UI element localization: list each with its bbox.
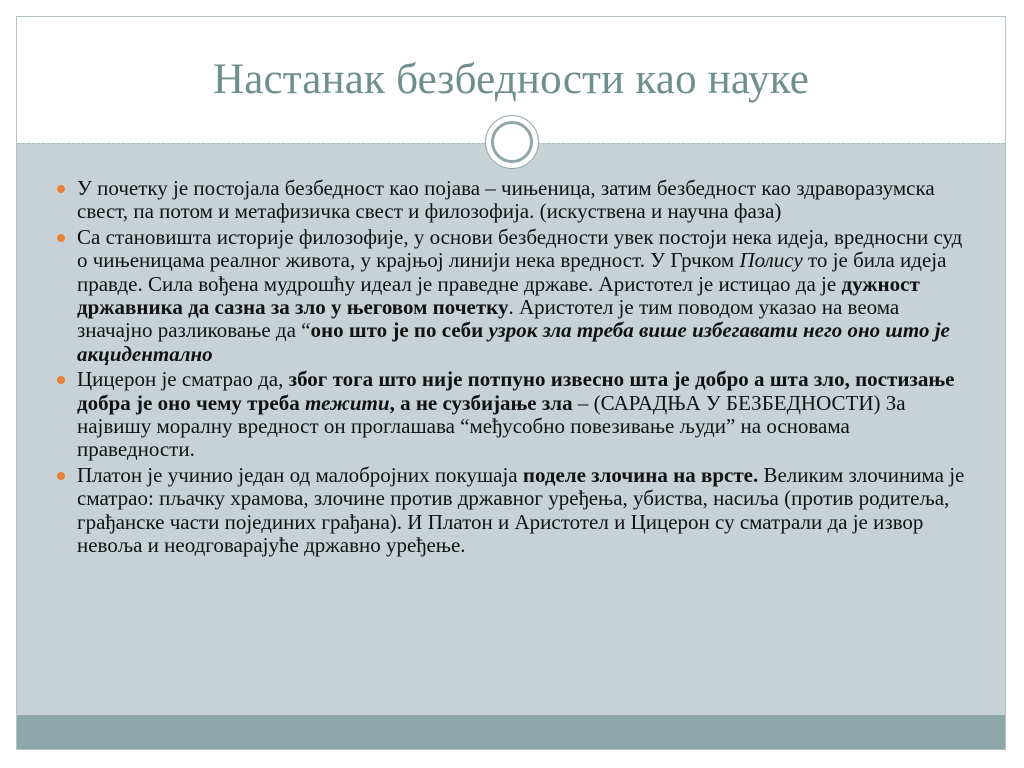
bullet-text-bold: дужност државника да сазна за зло у његовом почетку (77, 271, 920, 320)
bullet-text: то је била идеја правде. Сила вођена мудрошћу идеал је праведне државе. Аристотел је истицао да је (77, 248, 947, 296)
bullet-text-bold: због тога што није потпуно извесно шта је добро а шта зло, постизање добра је оно чему треба (77, 367, 955, 415)
bullet-dot-icon (57, 376, 65, 384)
bullet-list (55, 177, 965, 560)
slide (16, 16, 1006, 750)
slide-title: Настанак безбедности као науке (212, 56, 810, 103)
bullet-item (55, 226, 965, 366)
bullet-text: Цицерон је сматрао да, (77, 367, 289, 392)
bullet-text: Са становишта историје филозофије, у основи безбедности увек постоји нека идеја, вредносни суд о чињеницама реалног живота, у крајњој линији нека вредност. У Грчком (77, 224, 963, 273)
bullet-text-bold: , а не сузбијање зла (389, 390, 573, 415)
bullet-text: – (САРАДЊА У БЕЗБЕДНОСТИ) За највишу моралну вредност он проглашава “међусобно повезивање људи” на основама праведности. (77, 390, 906, 462)
circle-ornament-icon (485, 115, 539, 169)
bullet-text: . Аристотел је тим поводом указао на веома значајно разликовање да “ (77, 295, 900, 343)
bullet-text-bold: оно што је по себи (310, 318, 489, 343)
bullet-text: Великим злочинима је сматрао: пљачку храмова, злочине против државног уређења, убиства, насиља (против родитеља, грађанске части појединих грађана). И Платон и Аристотел и Цицерон су сматрали да је извор невоља и неодговарајуће државно уређење. (77, 462, 965, 558)
bullet-item (55, 368, 965, 462)
bullet-text: У почетку је постојала безбедност као појава – чињеница, затим безбедност као здраворазумска свест, па потом и метафизичка свест и филозофија. (искуствена и научна фаза) (77, 176, 935, 224)
circle-ornament-inner (491, 121, 533, 163)
bullet-item (55, 177, 965, 224)
bullet-text-bold-italic: тежити (305, 390, 390, 415)
bullet-item (55, 464, 965, 558)
bullet-text-italic: Полису (739, 248, 803, 273)
bullet-text: Платон је учинио један од малобројних покушаја (77, 462, 523, 487)
bullet-dot-icon (57, 472, 65, 480)
bullet-dot-icon (57, 234, 65, 242)
bullet-text-bold: поделе злочина на врсте. (522, 462, 759, 487)
bullet-dot-icon (57, 185, 65, 193)
bullet-text-bold-italic: узрок зла треба више избегавати него оно што је акцидентално (77, 318, 950, 366)
footer-band (17, 715, 1005, 749)
